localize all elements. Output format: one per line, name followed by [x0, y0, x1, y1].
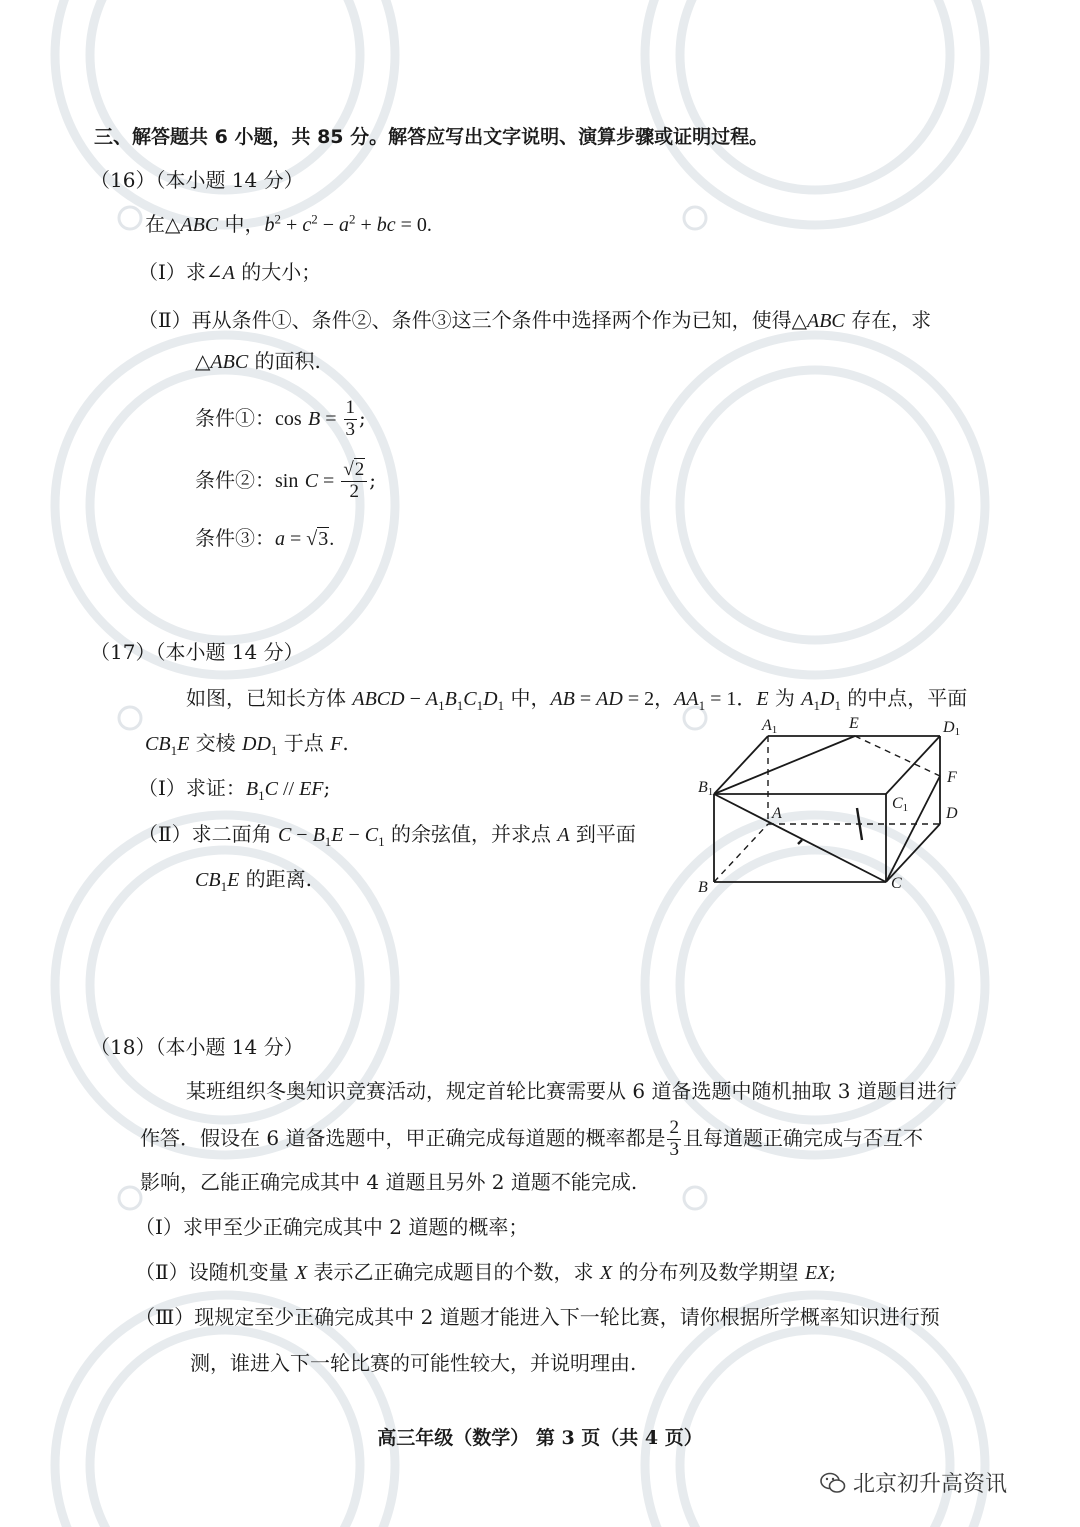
segment-ef-hidden — [855, 736, 940, 776]
q17-part2-line2: $CB_1E$ 的距离. — [195, 867, 312, 894]
edge-cd — [886, 824, 940, 882]
label-a: A — [772, 805, 782, 822]
q16-condition-3: 条件③：a = √3. — [195, 526, 335, 550]
segment-cf — [886, 776, 940, 882]
brand-watermark: 北京初升高资讯 — [820, 1467, 1007, 1498]
q18-title: （18）（本小题 14 分） — [90, 1035, 304, 1059]
wechat-icon — [820, 1472, 846, 1494]
segment-b1e — [714, 736, 855, 794]
q17-intro-line1: 如图，已知长方体 ABCD − $A_1B_1C_1D_1$ 中，AB = AD = 2，$AA_1 = 1$．E 为 $A_1D_1$ 的中点，平面 — [186, 686, 968, 713]
edge-c1d1 — [886, 736, 940, 794]
q18-part3-line1: （Ⅲ）现规定至少正确完成其中 2 道题才能进入下一轮比赛，请你根据所学概率知识进行预 — [135, 1305, 940, 1329]
edge-b1a1 — [714, 736, 768, 794]
q16-condition-1: 条件①：cos B = $\frac{1}{3}$ ; — [195, 397, 366, 440]
label-f: F — [947, 769, 957, 786]
label-d: D — [946, 805, 958, 822]
q18-part1: （Ⅰ）求甲至少正确完成其中 2 道题的概率； — [135, 1215, 529, 1239]
q16-part2-line2: △ABC 的面积. — [195, 349, 321, 373]
q16-title: （16）（本小题 14 分） — [90, 168, 304, 192]
q18-part3-line2: 测，谁进入下一轮比赛的可能性较大，并说明理由. — [190, 1351, 637, 1375]
q16-part2-line1: （Ⅱ）再从条件①、条件②、条件③这三个条件中选择两个作为已知，使得△ABC 存在，求 — [138, 308, 932, 332]
q18-part2: （Ⅱ）设随机变量 X 表示乙正确完成题目的个数，求 X 的分布列及数学期望 EX; — [135, 1260, 837, 1284]
label-a1: A1 — [762, 717, 778, 736]
q16-intro: 在△ABC 中，$b^2 + c^2 - a^2$ + bc = 0. — [145, 211, 432, 236]
q17-part2-line1: （Ⅱ）求二面角 $C - B_1E - C_1$ 的余弦值，并求点 A 到平面 — [138, 822, 636, 849]
q18-line1: 某班组织冬奥知识竞赛活动，规定首轮比赛需要从 6 道备选题中随机抽取 3 道题目进行 — [186, 1079, 957, 1103]
q16-condition-2: 条件②：sin C = $\frac{√2}{2}$ ; — [195, 459, 377, 502]
cuboid-figure — [690, 712, 970, 900]
segment-b1c — [714, 794, 886, 882]
q18-line3: 影响，乙能正确完成其中 4 道题且另外 2 道题不能完成. — [140, 1170, 638, 1194]
q18-line2: 作答．假设在 6 道备选题中，甲正确完成每道题的概率都是 $\frac{2}{3}$ 且每道题正确完成与否互不 — [140, 1117, 923, 1160]
edge-ba-hidden — [714, 824, 768, 882]
q16-part1: （Ⅰ）求∠A 的大小； — [138, 260, 322, 284]
label-b1: B1 — [698, 779, 714, 798]
page-footer: 高三年级（数学） 第 3 页（共 4 页） — [377, 1427, 703, 1449]
q17-intro-line2: $CB_1E$ 交棱 $DD_1$ 于点 F. — [145, 731, 349, 758]
q17-title: （17）（本小题 14 分） — [90, 640, 304, 664]
q17-part1: （Ⅰ）求证：$B_1C$ // EF; — [138, 776, 331, 803]
label-c1: C1 — [892, 795, 909, 814]
label-b: B — [698, 879, 708, 896]
handwritten-mark — [798, 808, 862, 844]
label-c: C — [891, 875, 902, 892]
label-d1: D1 — [943, 719, 961, 738]
label-e: E — [849, 715, 859, 732]
section-heading: 三、解答题共 6 小题，共 85 分。解答应写出文字说明、演算步骤或证明过程。 — [94, 126, 769, 148]
